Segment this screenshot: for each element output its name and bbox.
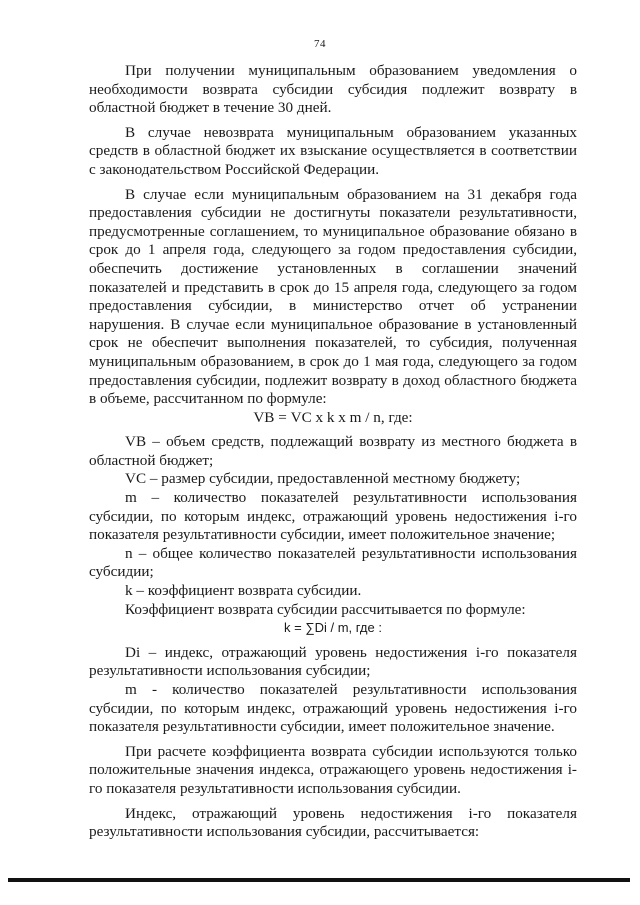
paragraph: При получении муниципальным образованием уведомления о необходимости возврата субсидии субсидия подлежит возврату в областной бюджет в течение 30 дней.	[89, 62, 577, 117]
formula-volume: VВ = VС x k x m / n, где:	[253, 408, 413, 426]
definition-m: m – количество показателей результативности использования субсидии, по которым индекс, отражающий уровень недостижения i-го показателя результативности субсидии, имеет положительное значение;	[89, 489, 577, 544]
page-number: 74	[314, 38, 326, 50]
definition-vc: VС – размер субсидии, предоставленной местному бюджету;	[125, 470, 521, 488]
definition-di: Di – индекс, отражающий уровень недостижения i-го показателя результативности использования субсидии;	[89, 643, 577, 680]
paragraph: При расчете коэффициента возврата субсидии используются только положительные значения индекса, отражающего уровень недостижения i-го показателя результативности использования субсидии.	[89, 742, 577, 797]
paragraph: В случае если муниципальным образованием на 31 декабря года предоставления субсидии не достигнуты показатели результативности, предусмотренные соглашением, то муниципальное образование обязано в срок до 1 апреля года, следующего за годом предоставления субсидии, обеспечить достижение установленных в соглашении значений показателей и представить в срок до 15 апреля года, следующего за годом предоставления субсидии, в министерство отчет об устранении нарушения. В случае если муниципальное образование в установленный срок не обеспечит выполнения показателей, то субсидия, полученная муниципальным образованием, в срок до 1 мая года, следующего за годом предоставления субсидии, подлежит возврату в доход областного бюджета в объеме, рассчитанном по формуле:	[89, 185, 577, 408]
paragraph: Коэффициент возврата субсидии рассчитывается по формуле:	[125, 600, 526, 618]
definition-n: n – общее количество показателей результативности использования субсидии;	[89, 544, 577, 581]
definition-k: k – коэффициент возврата субсидии.	[125, 582, 362, 600]
definition-m2: m - количество показателей результативности использования субсидии, по которым индекс, отражающий уровень недостижения i-го показателя результативности субсидии, имеет положительное значение.	[89, 681, 577, 736]
formula-coefficient: k = ∑Di / m, где :	[284, 620, 382, 636]
document-body	[89, 62, 577, 842]
paragraph: Индекс, отражающий уровень недостижения i-го показателя результативности использования субсидии, рассчитывается:	[89, 804, 577, 841]
paragraph: В случае невозврата муниципальным образованием указанных средств в областной бюджет их взыскание осуществляется в соответствии с законодательством Российской Федерации.	[89, 123, 577, 178]
bottom-rule	[8, 878, 630, 882]
definition-vb: VВ – объем средств, подлежащий возврату из местного бюджета в областной бюджет;	[89, 433, 577, 469]
